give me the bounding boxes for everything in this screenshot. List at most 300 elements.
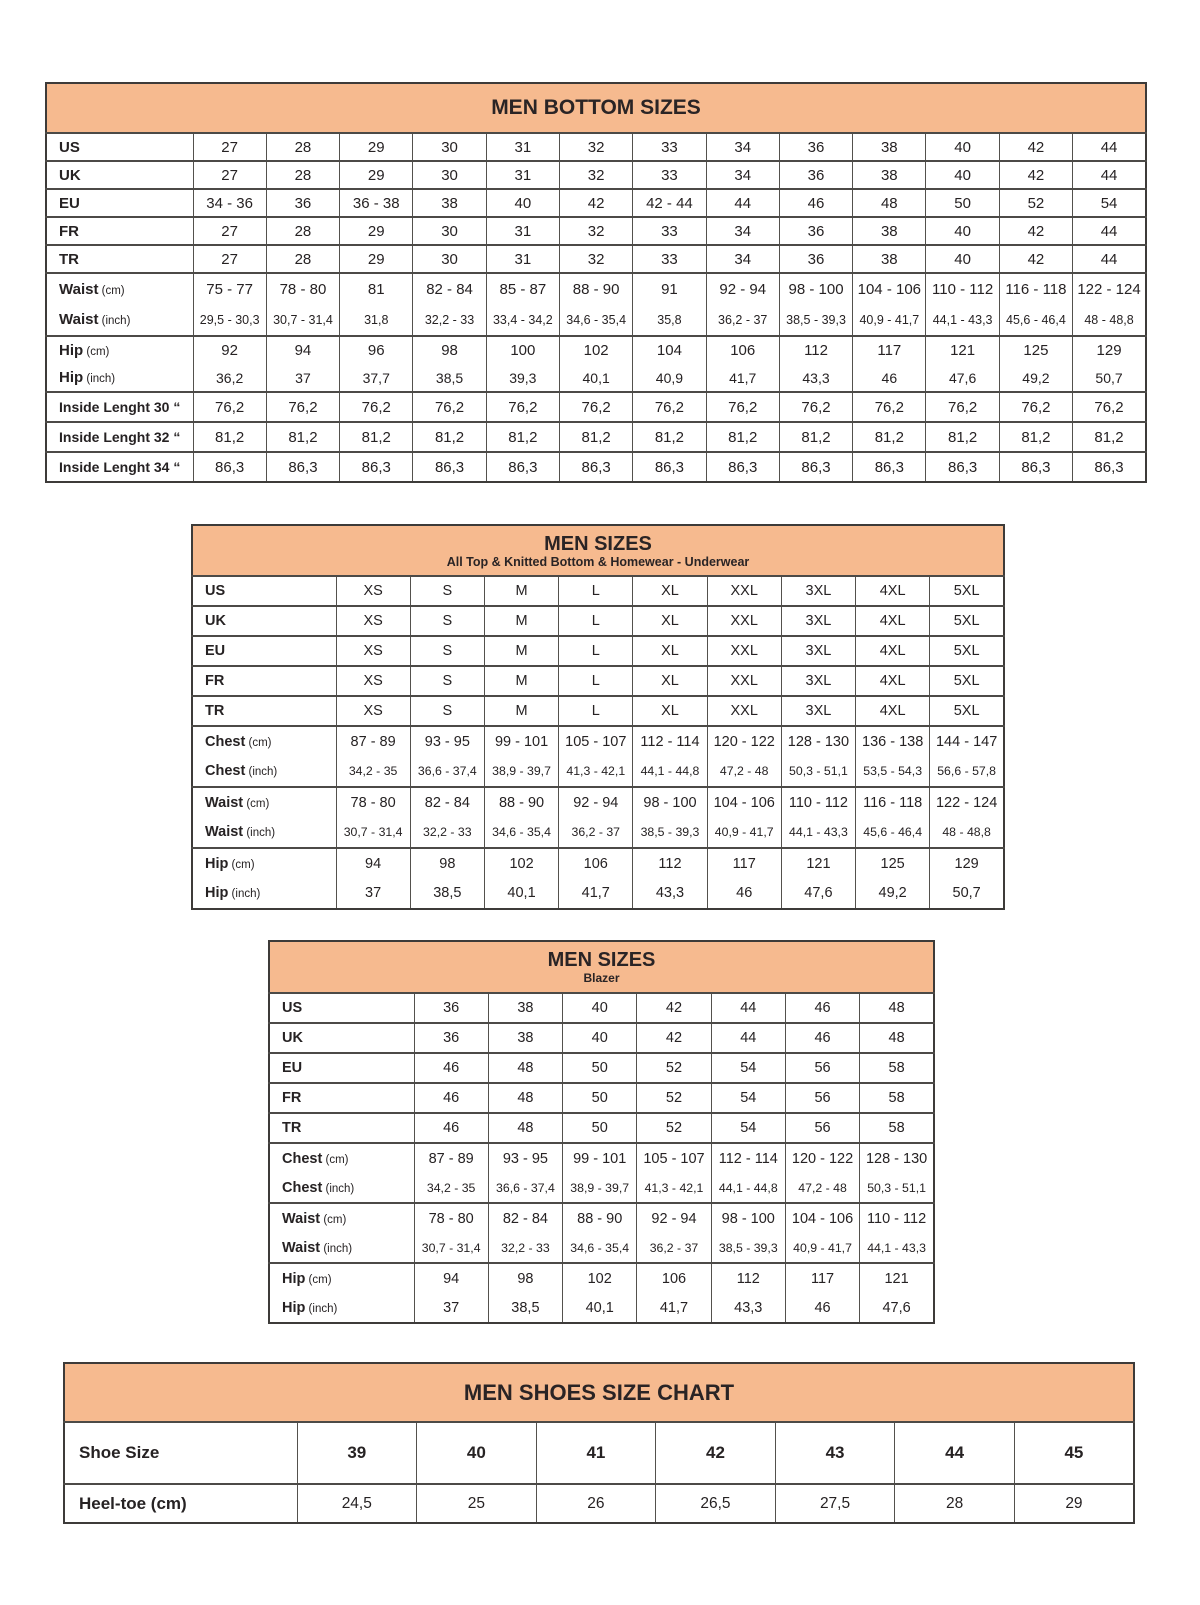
size-cell: 5XL (930, 696, 1004, 726)
size-cell: 47,2 - 48 (707, 757, 781, 788)
size-cell: 98 - 100 (779, 273, 852, 305)
size-cell: 41,7 (637, 1293, 711, 1323)
size-cell: 40,9 (633, 364, 706, 392)
size-cell: 58 (860, 1113, 934, 1143)
table-row (64, 1422, 1134, 1484)
size-cell: 117 (785, 1263, 859, 1293)
size-cell: 50,7 (930, 879, 1004, 910)
size-cell: 30 (413, 217, 486, 245)
row-label: Waist (cm) (59, 280, 125, 298)
size-cell: 34 (706, 161, 779, 189)
size-cell: 40 (486, 189, 559, 217)
size-cell: 47,6 (860, 1293, 934, 1323)
men-bottom-sizes-table (45, 82, 1147, 483)
table-row (269, 1143, 934, 1173)
men-bottom-sizes-inside32-row-group (46, 422, 1146, 452)
row-label: TR (282, 1120, 302, 1136)
table-row (46, 392, 1146, 422)
table-row (46, 336, 1146, 364)
size-cell: 36 (414, 1023, 488, 1053)
size-cell: 29 (340, 133, 413, 161)
size-cell: 4XL (856, 576, 930, 606)
size-cell: 38 (853, 217, 926, 245)
size-cell: 92 - 94 (706, 273, 779, 305)
size-cell: 102 (559, 336, 632, 364)
table-row (192, 636, 1004, 666)
men-sizes-blazer-eu-row-group (269, 1053, 934, 1083)
size-cell: 87 - 89 (336, 726, 410, 757)
size-cell: 29,5 - 30,3 (193, 305, 266, 337)
size-cell: 27 (193, 133, 266, 161)
size-cell: 52 (999, 189, 1072, 217)
table-row (192, 879, 1004, 910)
size-cell: 42 (999, 133, 1072, 161)
table-row (269, 1083, 934, 1113)
table-row (269, 1023, 934, 1053)
size-cell: 42 (999, 245, 1072, 273)
size-cell: 30,7 - 31,4 (414, 1233, 488, 1263)
table-row (269, 1263, 934, 1293)
size-cell: 31 (486, 133, 559, 161)
size-cell: 42 (656, 1422, 776, 1484)
size-cell: 50,3 - 51,1 (781, 757, 855, 788)
size-cell: 42 (637, 1023, 711, 1053)
size-cell: 86,3 (266, 452, 339, 482)
men-bottom-sizes-grid (45, 132, 1147, 483)
size-cell: 92 (193, 336, 266, 364)
size-cell: XS (336, 606, 410, 636)
size-cell: 44,1 - 43,3 (926, 305, 999, 337)
size-cell: 30,7 - 31,4 (336, 818, 410, 849)
size-cell: 39 (297, 1422, 417, 1484)
size-cell: 32 (559, 161, 632, 189)
size-cell: 85 - 87 (486, 273, 559, 305)
size-cell: L (559, 666, 633, 696)
size-cell: 48 - 48,8 (930, 818, 1004, 849)
men-sizes-tops-fr-row-group (192, 666, 1004, 696)
size-cell: S (410, 666, 484, 696)
men-sizes-blazer-hip-row-group (269, 1263, 934, 1323)
size-cell: 36,2 - 37 (559, 818, 633, 849)
size-cell: 42 - 44 (633, 189, 706, 217)
size-cell: 36 - 38 (340, 189, 413, 217)
size-cell: XXL (707, 666, 781, 696)
size-cell: 3XL (781, 696, 855, 726)
size-cell: 93 - 95 (488, 1143, 562, 1173)
size-cell: 104 (633, 336, 706, 364)
size-cell: 42 (637, 993, 711, 1023)
men-bottom-sizes-uk-row-group (46, 161, 1146, 189)
size-cell: 40 (926, 161, 999, 189)
table-row (269, 993, 934, 1023)
table-row (46, 133, 1146, 161)
men-sizes-tops-grid (191, 575, 1005, 910)
size-cell: 3XL (781, 606, 855, 636)
size-cell: 48 - 48,8 (1073, 305, 1146, 337)
size-cell: XS (336, 666, 410, 696)
size-cell: 38,5 (488, 1293, 562, 1323)
size-cell: 82 - 84 (410, 787, 484, 818)
size-cell: 34 (706, 245, 779, 273)
size-cell: 94 (414, 1263, 488, 1293)
size-cell: 121 (860, 1263, 934, 1293)
row-label: Waist (inch) (205, 824, 276, 841)
size-cell: 99 - 101 (484, 726, 558, 757)
size-cell: 121 (926, 336, 999, 364)
size-cell: 30 (413, 161, 486, 189)
size-cell: XXL (707, 696, 781, 726)
size-cell: 45,6 - 46,4 (856, 818, 930, 849)
size-cell: 122 - 124 (1073, 273, 1146, 305)
size-cell: 40,1 (484, 879, 558, 910)
size-cell: 93 - 95 (410, 726, 484, 757)
size-cell: 50 (563, 1083, 637, 1113)
size-cell: 27 (193, 245, 266, 273)
size-cell: 98 - 100 (633, 787, 707, 818)
size-cell: 28 (266, 161, 339, 189)
size-cell: 76,2 (1073, 392, 1146, 422)
size-cell: 5XL (930, 636, 1004, 666)
size-cell: 56,6 - 57,8 (930, 757, 1004, 788)
size-cell: 47,2 - 48 (785, 1173, 859, 1203)
size-cell: 100 (486, 336, 559, 364)
size-cell: 38,5 - 39,3 (711, 1233, 785, 1263)
size-cell: 46 (414, 1053, 488, 1083)
size-cell: 50 (563, 1113, 637, 1143)
size-cell: 32 (559, 133, 632, 161)
row-label: US (282, 1000, 303, 1016)
size-cell: 32,2 - 33 (410, 818, 484, 849)
size-cell: 52 (637, 1113, 711, 1143)
size-cell: 44 (895, 1422, 1015, 1484)
men-sizes-blazer-us-row-group (269, 993, 934, 1023)
size-cell: 112 (633, 848, 707, 879)
table-row (192, 726, 1004, 757)
size-cell: 54 (711, 1083, 785, 1113)
men-sizes-tops-hip-row-group (192, 848, 1004, 909)
size-cell: 53,5 - 54,3 (856, 757, 930, 788)
size-cell: 44,1 - 44,8 (711, 1173, 785, 1203)
size-cell: 81,2 (633, 422, 706, 452)
size-cell: 76,2 (853, 392, 926, 422)
size-cell: 86,3 (1073, 452, 1146, 482)
size-cell: 44 (1073, 133, 1146, 161)
size-cell: 104 - 106 (707, 787, 781, 818)
size-cell: 36 (266, 189, 339, 217)
size-cell: 78 - 80 (336, 787, 410, 818)
size-cell: 104 - 106 (853, 273, 926, 305)
size-cell: 44 (706, 189, 779, 217)
size-cell: 117 (707, 848, 781, 879)
row-label: Chest (cm) (205, 733, 272, 750)
size-cell: 38,5 - 39,3 (633, 818, 707, 849)
size-cell: 102 (563, 1263, 637, 1293)
size-cell: 86,3 (633, 452, 706, 482)
size-cell: 37 (414, 1293, 488, 1323)
size-cell: 86,3 (340, 452, 413, 482)
size-cell: 29 (1014, 1484, 1134, 1523)
table-row (46, 452, 1146, 482)
size-cell: 128 - 130 (781, 726, 855, 757)
size-cell: 136 - 138 (856, 726, 930, 757)
size-cell: 30 (413, 133, 486, 161)
size-cell: 48 (853, 189, 926, 217)
size-cell: 110 - 112 (781, 787, 855, 818)
size-cell: 82 - 84 (413, 273, 486, 305)
size-cell: 86,3 (193, 452, 266, 482)
size-cell: 32 (559, 217, 632, 245)
men-sizes-blazer-tr-row-group (269, 1113, 934, 1143)
size-cell: 99 - 101 (563, 1143, 637, 1173)
size-cell: 94 (336, 848, 410, 879)
row-label: US (205, 583, 226, 599)
table-header (63, 1362, 1135, 1421)
size-cell: XXL (707, 606, 781, 636)
size-cell: 120 - 122 (785, 1143, 859, 1173)
row-label: US (59, 138, 80, 156)
size-cell: 86,3 (413, 452, 486, 482)
men-bottom-sizes-eu-row-group (46, 189, 1146, 217)
size-cell: 47,6 (781, 879, 855, 910)
men-bottom-sizes-waist-row-group (46, 273, 1146, 336)
size-cell: 33 (633, 133, 706, 161)
size-cell: S (410, 576, 484, 606)
size-cell: 116 - 118 (856, 787, 930, 818)
size-cell: 40,9 - 41,7 (707, 818, 781, 849)
row-label: UK (59, 166, 81, 184)
size-cell: 76,2 (340, 392, 413, 422)
men-bottom-sizes-inside34-row-group (46, 452, 1146, 482)
row-label: FR (59, 222, 79, 240)
size-cell: 3XL (781, 576, 855, 606)
size-cell: 121 (781, 848, 855, 879)
size-cell: 31 (486, 217, 559, 245)
size-cell: 50 (563, 1053, 637, 1083)
table-row (46, 217, 1146, 245)
size-cell: 38 (488, 1023, 562, 1053)
size-cell: 125 (856, 848, 930, 879)
size-cell: 24,5 (297, 1484, 417, 1523)
size-cell: 44 (1073, 217, 1146, 245)
men-sizes-tops-waist-row-group (192, 787, 1004, 848)
table-row (269, 1173, 934, 1203)
table-title: MEN SIZES (544, 532, 652, 555)
table-row (46, 364, 1146, 392)
size-cell: 54 (1073, 189, 1146, 217)
size-cell: 52 (637, 1083, 711, 1113)
size-cell: L (559, 606, 633, 636)
size-cell: 48 (488, 1113, 562, 1143)
size-cell: 94 (266, 336, 339, 364)
size-cell: 5XL (930, 666, 1004, 696)
size-cell: 38,9 - 39,7 (563, 1173, 637, 1203)
size-cell: 112 - 114 (633, 726, 707, 757)
size-cell: 86,3 (486, 452, 559, 482)
row-label: Hip (inch) (282, 1299, 338, 1316)
size-cell: 112 (779, 336, 852, 364)
size-cell: M (484, 576, 558, 606)
table-row (192, 696, 1004, 726)
size-cell: 33 (633, 217, 706, 245)
size-cell: 76,2 (779, 392, 852, 422)
size-cell: 76,2 (999, 392, 1072, 422)
size-cell: 54 (711, 1113, 785, 1143)
table-row (269, 1293, 934, 1323)
size-cell: M (484, 696, 558, 726)
size-cell: 76,2 (559, 392, 632, 422)
size-cell: 81,2 (486, 422, 559, 452)
size-cell: 56 (785, 1083, 859, 1113)
size-cell: 81,2 (193, 422, 266, 452)
row-label: EU (282, 1060, 303, 1076)
size-cell: 38,5 (410, 879, 484, 910)
size-cell: 105 - 107 (637, 1143, 711, 1173)
size-cell: 36,2 - 37 (706, 305, 779, 337)
size-cell: 41,3 - 42,1 (637, 1173, 711, 1203)
size-cell: L (559, 696, 633, 726)
size-cell: 102 (484, 848, 558, 879)
size-cell: 46 (785, 993, 859, 1023)
table-header (191, 524, 1005, 575)
size-cell: 34 - 36 (193, 189, 266, 217)
row-label: UK (282, 1030, 303, 1046)
size-cell: 81,2 (340, 422, 413, 452)
size-cell: L (559, 576, 633, 606)
table-row (46, 189, 1146, 217)
size-cell: 40,1 (563, 1293, 637, 1323)
size-cell: 44 (711, 993, 785, 1023)
size-cell: 129 (1073, 336, 1146, 364)
size-cell: 38 (853, 161, 926, 189)
size-cell: 3XL (781, 666, 855, 696)
size-cell: 27,5 (775, 1484, 895, 1523)
size-cell: 4XL (856, 666, 930, 696)
size-cell: 106 (637, 1263, 711, 1293)
size-cell: 44 (1073, 161, 1146, 189)
row-label: Hip (cm) (282, 1270, 332, 1287)
size-cell: 56 (785, 1053, 859, 1083)
row-label: Heel-toe (cm) (79, 1493, 187, 1513)
row-label: Hip (inch) (205, 885, 261, 902)
row-label: Inside Lenght 34 “ (59, 459, 181, 475)
size-cell: 40 (926, 217, 999, 245)
men-shoes-size-chart-heel-row-group (64, 1484, 1134, 1523)
size-cell: 76,2 (266, 392, 339, 422)
table-header (268, 940, 935, 992)
size-cell: 40 (563, 1023, 637, 1053)
size-cell: 43,3 (711, 1293, 785, 1323)
size-cell: 32 (559, 245, 632, 273)
size-cell: 50 (926, 189, 999, 217)
size-cell: 76,2 (193, 392, 266, 422)
size-cell: 98 - 100 (711, 1203, 785, 1233)
size-cell: M (484, 606, 558, 636)
size-cell: 4XL (856, 636, 930, 666)
men-sizes-tops-us-row-group (192, 576, 1004, 606)
size-cell: 81,2 (559, 422, 632, 452)
size-cell: 46 (414, 1113, 488, 1143)
size-cell: 54 (711, 1053, 785, 1083)
size-cell: 117 (853, 336, 926, 364)
row-label: FR (282, 1090, 302, 1106)
size-cell: 46 (414, 1083, 488, 1113)
table-subtitle: Blazer (583, 971, 620, 985)
men-bottom-sizes-hip-row-group (46, 336, 1146, 392)
table-title: MEN SHOES SIZE CHART (463, 1379, 735, 1405)
size-cell: 33 (633, 245, 706, 273)
size-cell: XL (633, 576, 707, 606)
size-cell: 41,3 - 42,1 (559, 757, 633, 788)
table-row (192, 576, 1004, 606)
size-cell: 34,2 - 35 (414, 1173, 488, 1203)
size-cell: 42 (559, 189, 632, 217)
size-cell: 81,2 (926, 422, 999, 452)
size-cell: 41,7 (706, 364, 779, 392)
size-cell: 26,5 (656, 1484, 776, 1523)
size-cell: 40 (926, 245, 999, 273)
size-cell: 106 (559, 848, 633, 879)
size-cell: 37 (266, 364, 339, 392)
size-cell: 98 (413, 336, 486, 364)
size-cell: 81,2 (779, 422, 852, 452)
table-row (46, 422, 1146, 452)
size-cell: 38 (488, 993, 562, 1023)
size-cell: 38,5 - 39,3 (779, 305, 852, 337)
size-cell: 42 (999, 217, 1072, 245)
size-cell: 28 (266, 217, 339, 245)
size-cell: 40 (417, 1422, 537, 1484)
size-cell: 98 (488, 1263, 562, 1293)
size-cell: 39,3 (486, 364, 559, 392)
size-cell: 52 (637, 1053, 711, 1083)
size-cell: S (410, 636, 484, 666)
size-cell: 82 - 84 (488, 1203, 562, 1233)
men-sizes-tops-uk-row-group (192, 606, 1004, 636)
size-cell: 86,3 (706, 452, 779, 482)
size-cell: 76,2 (486, 392, 559, 422)
row-label: Hip (cm) (205, 855, 255, 872)
size-cell: 5XL (930, 606, 1004, 636)
size-cell: 78 - 80 (266, 273, 339, 305)
size-cell: 112 (711, 1263, 785, 1293)
men-bottom-sizes-inside30-row-group (46, 392, 1146, 422)
size-cell: 32,2 - 33 (488, 1233, 562, 1263)
size-cell: 88 - 90 (563, 1203, 637, 1233)
size-cell: 34,6 - 35,4 (484, 818, 558, 849)
row-label: FR (205, 673, 225, 689)
row-label: Chest (cm) (282, 1150, 349, 1167)
size-cell: 5XL (930, 576, 1004, 606)
size-cell: 91 (633, 273, 706, 305)
size-cell: 46 (853, 364, 926, 392)
size-cell: 27 (193, 217, 266, 245)
size-cell: 86,3 (853, 452, 926, 482)
size-cell: 76,2 (413, 392, 486, 422)
size-cell: 44,1 - 44,8 (633, 757, 707, 788)
size-cell: 120 - 122 (707, 726, 781, 757)
size-cell: 40,9 - 41,7 (785, 1233, 859, 1263)
table-title: MEN BOTTOM SIZES (491, 96, 701, 119)
size-cell: 34,2 - 35 (336, 757, 410, 788)
size-cell: 36 (779, 245, 852, 273)
size-cell: 122 - 124 (930, 787, 1004, 818)
size-cell: 43 (775, 1422, 895, 1484)
men-sizes-blazer-table (268, 940, 935, 1324)
men-sizes-tops-table (191, 524, 1005, 910)
size-cell: 40,1 (559, 364, 632, 392)
size-cell: 98 (410, 848, 484, 879)
men-sizes-blazer-grid (268, 992, 935, 1324)
